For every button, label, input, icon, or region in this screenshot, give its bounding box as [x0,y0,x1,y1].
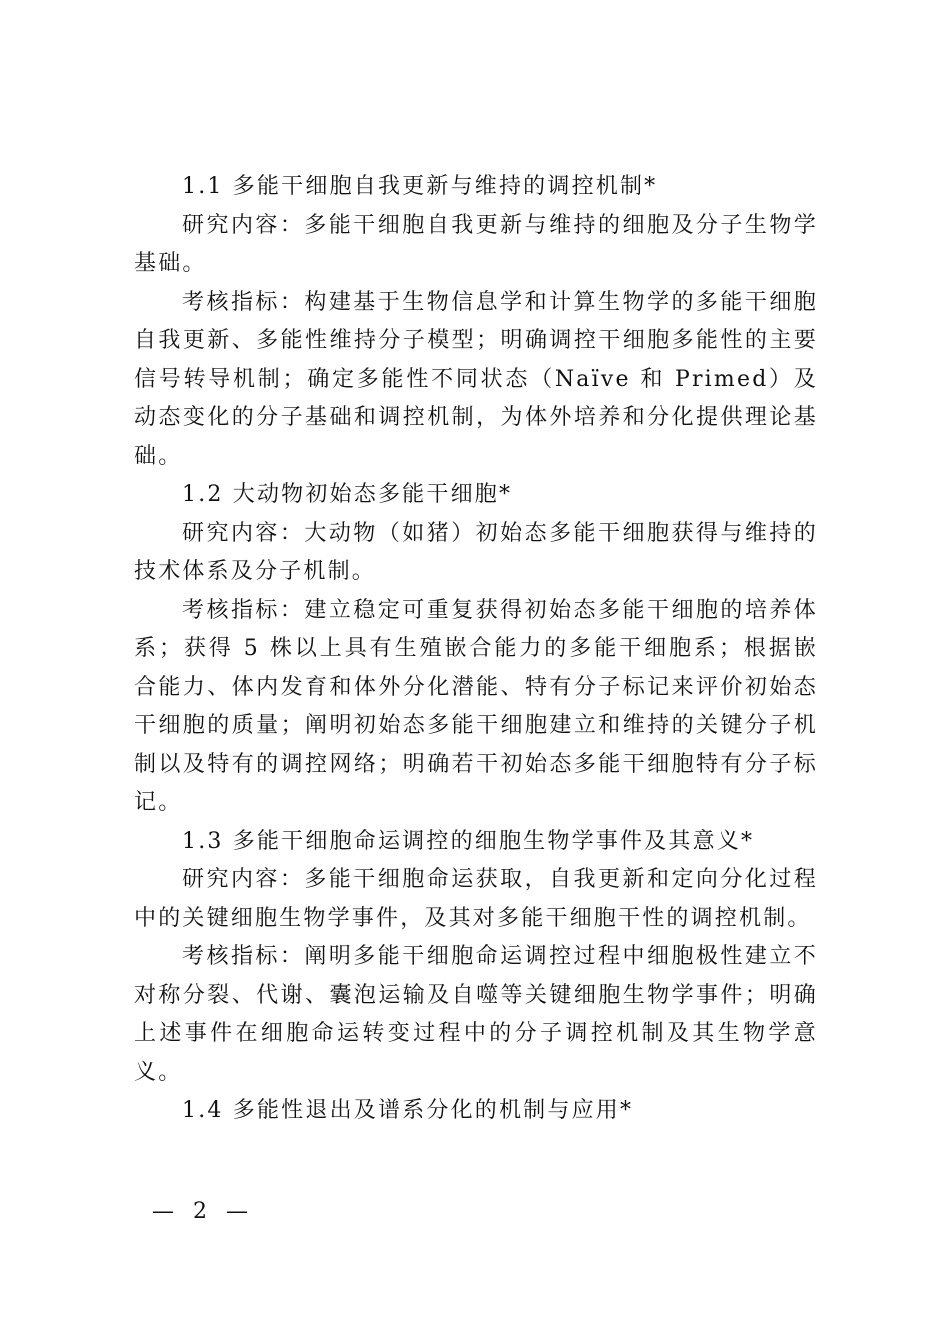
section-heading-1-1: 1.1 多能干细胞自我更新与维持的调控机制* [182,174,658,199]
section-heading-1-2: 1.2 大动物初始态多能干细胞* [182,482,513,507]
research-content-1-2: 研究内容：大动物（如猪）初始态多能干细胞获得与维持的技术体系及分子机制。 [134,520,818,584]
page-number: — 2 — [152,1199,254,1224]
research-content-1-3: 研究内容：多能干细胞命运获取，自我更新和定向分化过程中的关键细胞生物学事件，及其对多能干细胞干性的调控机制。 [134,867,818,931]
section-heading-1-3: 1.3 多能干细胞命运调控的细胞生物学事件及其意义* [182,828,755,854]
document-body [134,168,818,1131]
assessment-indicators-1-2: 考核指标：建立稳定可重复获得初始态多能干细胞的培养体系；获得 5 株以上具有生殖嵌合能力的多能干细胞系；根据嵌合能力、体内发育和体外分化潜能、特有分子标记来评价初始态干细胞的质量；阐明初始态多能干细胞建立和维持的关键分子机制以及特有的调控网络；明确若干初始态多能干细胞特有分子标记。 [134,597,818,815]
research-content-1-1: 研究内容：多能干细胞自我更新与维持的细胞及分子生物学基础。 [134,212,818,276]
section-heading-1-4: 1.4 多能性退出及谱系分化的机制与应用* [182,1098,634,1123]
assessment-indicators-1-1: 考核指标：构建基于生物信息学和计算生物学的多能干细胞自我更新、多能性维持分子模型；明确调控干细胞多能性的主要信号转导机制；确定多能性不同状态（Naïve 和 Primed）及动态变化的分子基础和调控机制，为体外培养和分化提供理论基础。 [134,289,818,469]
assessment-indicators-1-3: 考核指标：阐明多能干细胞命运调控过程中细胞极性建立不对称分裂、代谢、囊泡运输及自噬等关键细胞生物学事件；明确上述事件在细胞命运转变过程中的分子调控机制及其生物学意义。 [134,944,818,1085]
